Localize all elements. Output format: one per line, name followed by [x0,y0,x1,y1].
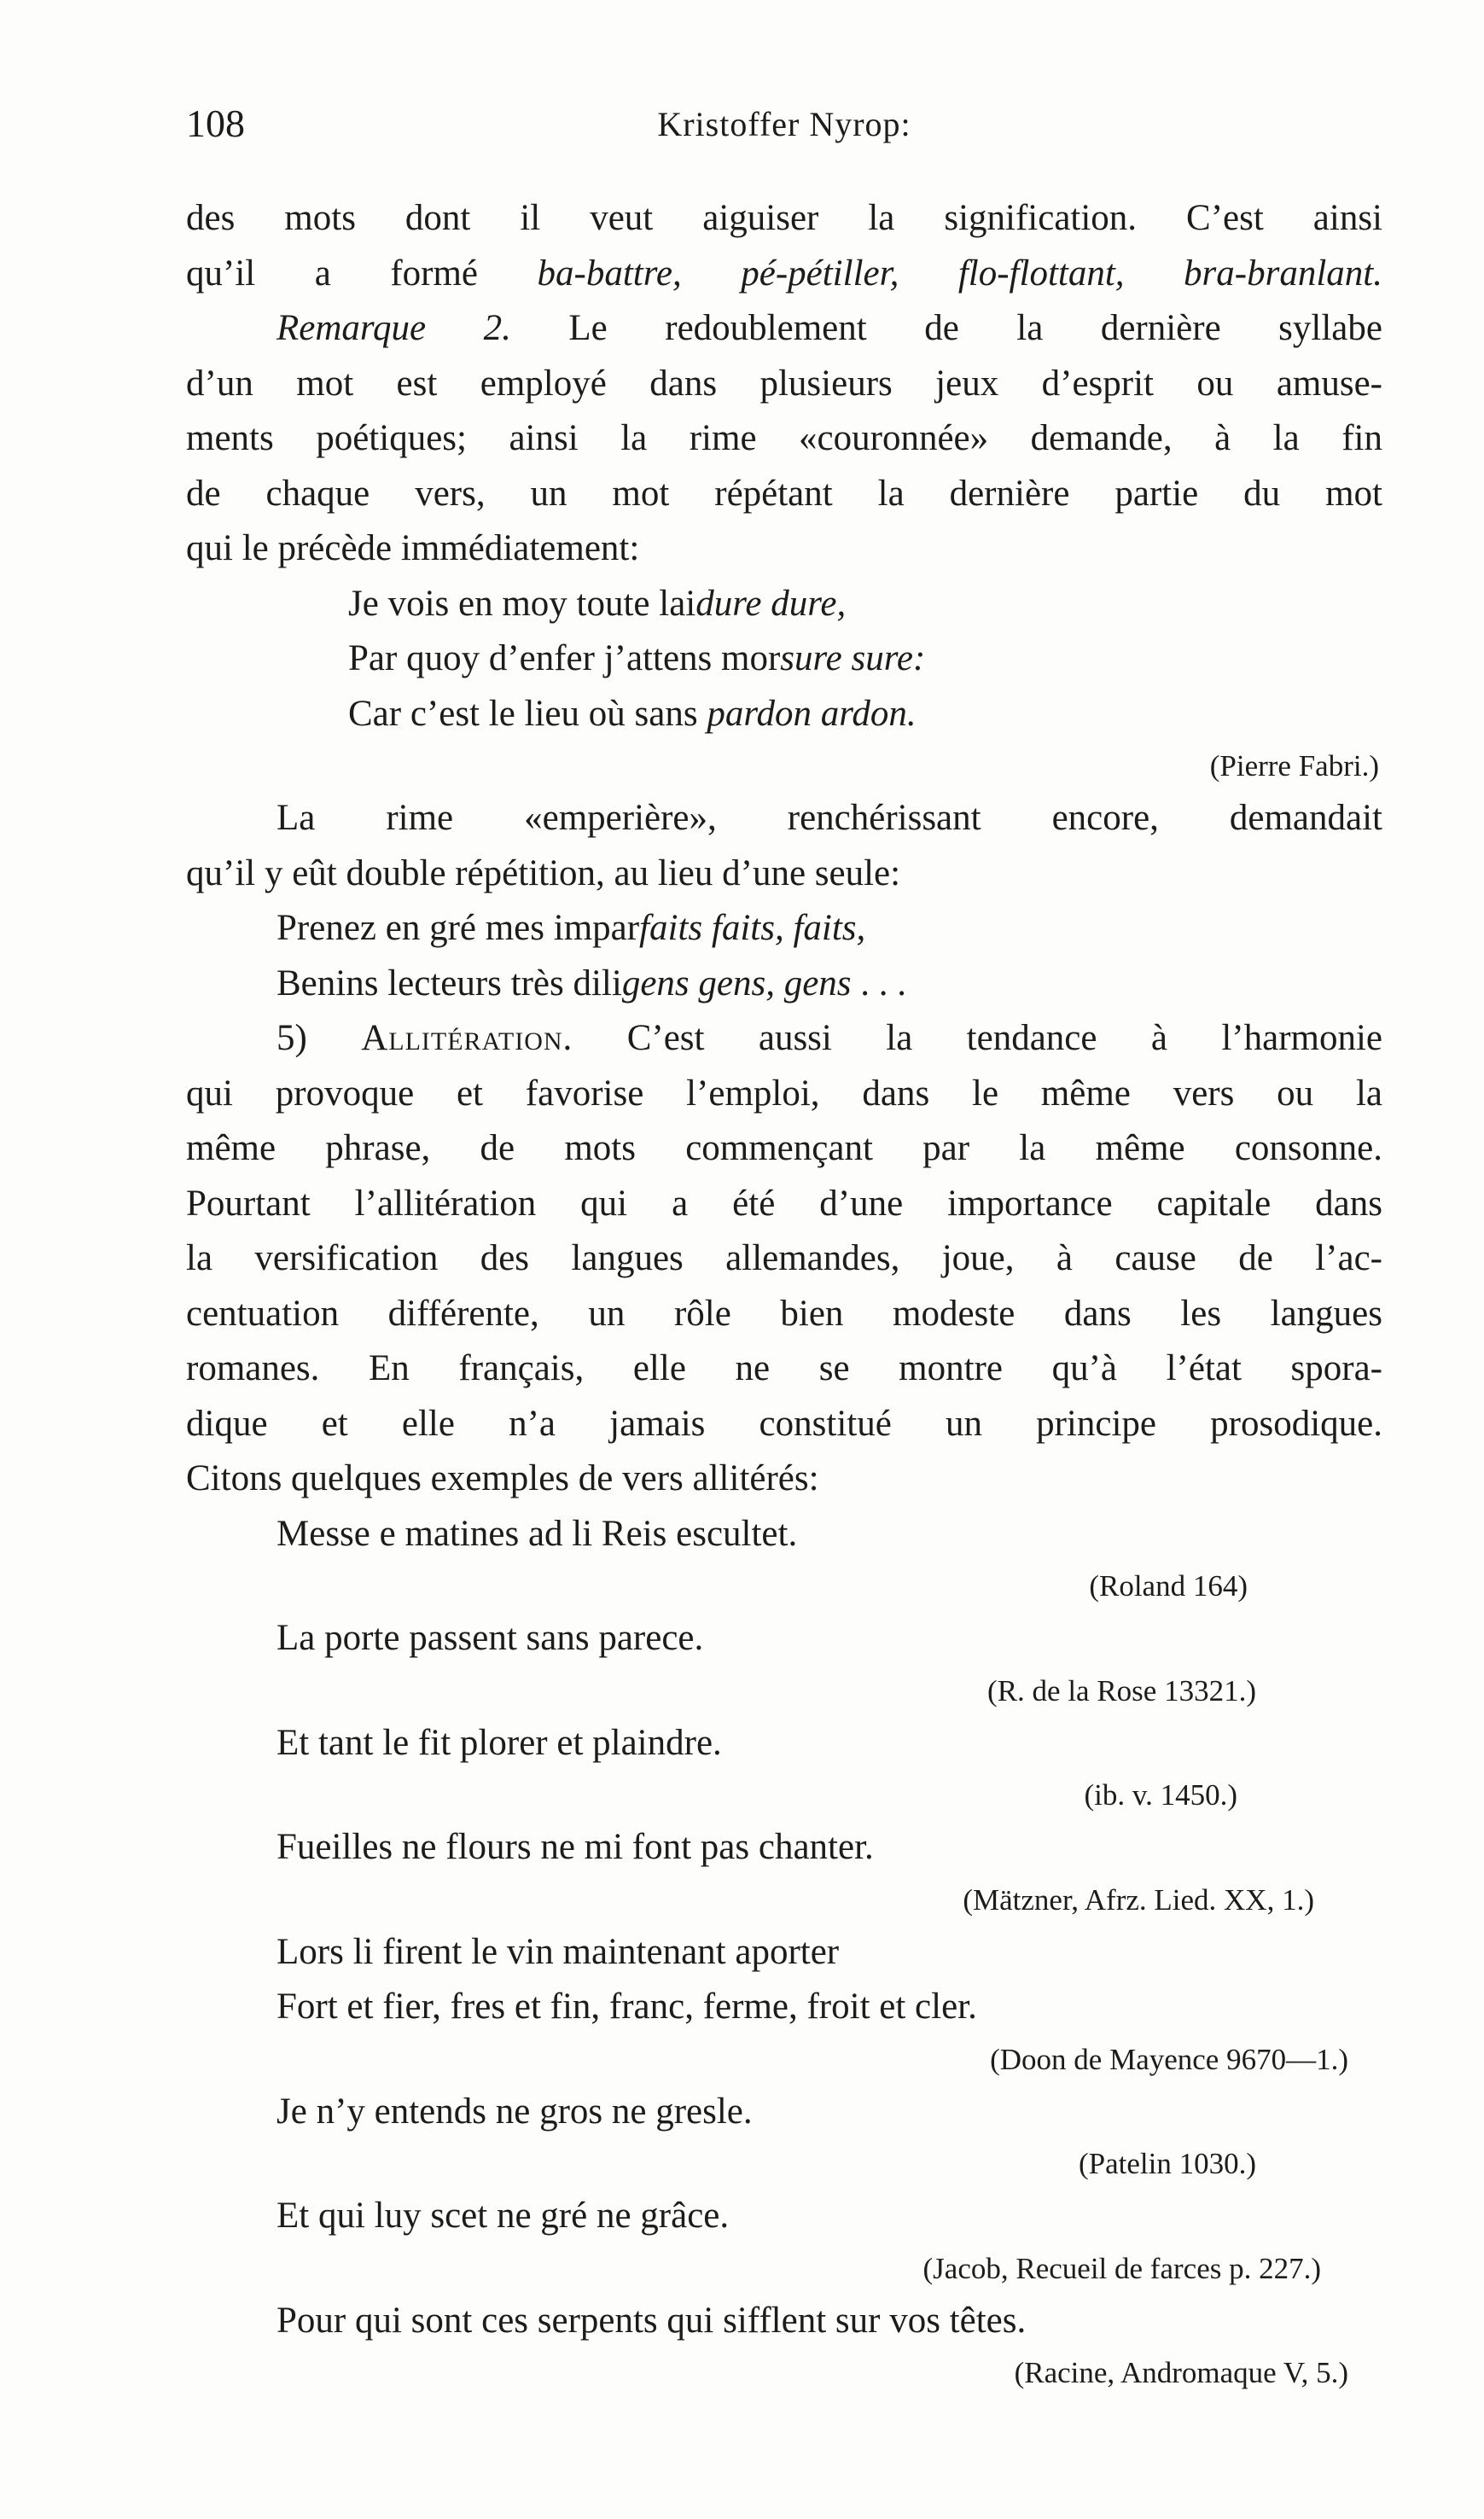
verse-line: Je n’y entends ne gros ne gresle. [276,2091,753,2132]
verse-line: Messe e matines ad li Reis escultet. [276,1513,798,1554]
verse-line: Et tant le fit plorer et plaindre. [276,1722,722,1763]
body-text [186,191,1382,2398]
verse-line: Et qui luy scet ne gré ne grâce. [276,2196,730,2236]
source-citation: (Jacob, Recueil de farces p. 227.) [922,2251,1321,2285]
text-line: Citons quelques exemples de vers allitérés: [186,1458,819,1498]
text-line: ments poétiques; ainsi la rime «couronnée» demande, à la fin [186,418,1382,458]
text-line: de chaque vers, un mot répétant la dernière partie du mot [186,473,1382,514]
source-citation: (Patelin 1030.) [1078,2147,1256,2180]
verse-line: Benins lecteurs très diligens gens, gens . . . [276,963,907,1004]
source-citation: (Doon de Mayence 9670—1.) [990,2042,1348,2076]
source-citation: (Roland 164) [1089,1569,1248,1603]
verse-line: La porte passent sans parece. [276,1618,704,1658]
verse-line: Prenez en gré mes imparfaits faits, faits, [276,908,866,948]
text-line: la versification des langues allemandes, joue, à cause de l’ac- [186,1238,1382,1278]
verse-line: Pour qui sont ces serpents qui sifflent sur vos têtes. [276,2300,1027,2341]
source-citation: (ib. v. 1450.) [1084,1778,1237,1812]
page-header [186,101,1382,152]
text-line: centuation différente, un rôle bien modeste dans les langues [186,1293,1382,1334]
text-line: des mots dont il veut aiguiser la signification. C’est ainsi [186,198,1382,238]
text-line: 5) Allitération. C’est aussi la tendance à l’harmonie [276,1018,1382,1058]
verse-line: Car c’est le lieu où sans pardon ardon. [348,693,917,734]
verse-line: Fort et fier, fres et fin, franc, ferme, froit et cler. [276,1987,977,2027]
text-line: qui le précède immédiatement: [186,528,640,568]
source-citation: (Mätzner, Afrz. Lied. XX, 1.) [963,1882,1314,1917]
text-line: romanes. En français, elle ne se montre qu’à l’état spora- [186,1348,1382,1388]
running-title: Kristoffer Nyrop: [657,105,911,143]
text-line: qui provoque et favorise l’emploi, dans le même vers ou la [186,1073,1382,1114]
text-line: Pourtant l’allitération qui a été d’une importance capitale dans [186,1183,1382,1224]
verse-line: Lors li firent le vin maintenant aporter [276,1931,840,1972]
text-line: qu’il a formé ba-battre, pé-pétiller, flo-flottant, bra-branlant. [186,253,1382,294]
source-citation: (Pierre Fabri.) [1209,749,1379,782]
verse-line: Fueilles ne flours ne mi font pas chanter. [276,1827,874,1867]
text-line: qu’il y eût double répétition, au lieu d’une seule: [186,852,901,893]
text-line: La rime «emperière», renchérissant encore, demandait [276,798,1382,838]
text-line: dique et elle n’a jamais constitué un principe prosodique. [186,1403,1382,1444]
verse-line: Je vois en moy toute laidure dure, [348,583,847,624]
source-citation: (Racine, Andromaque V, 5.) [1014,2356,1348,2389]
verse-line: Par quoy d’enfer j’attens morsure sure: [348,638,926,678]
text-line: d’un mot est employé dans plusieurs jeux d’esprit ou amuse- [186,363,1382,404]
source-citation: (R. de la Rose 13321.) [987,1673,1256,1707]
text-line: Remarque 2. Le redoublement de la dernière syllabe [276,308,1382,348]
text-line: même phrase, de mots commençant par la même consonne. [186,1128,1382,1168]
page-number: 108 [186,102,245,145]
